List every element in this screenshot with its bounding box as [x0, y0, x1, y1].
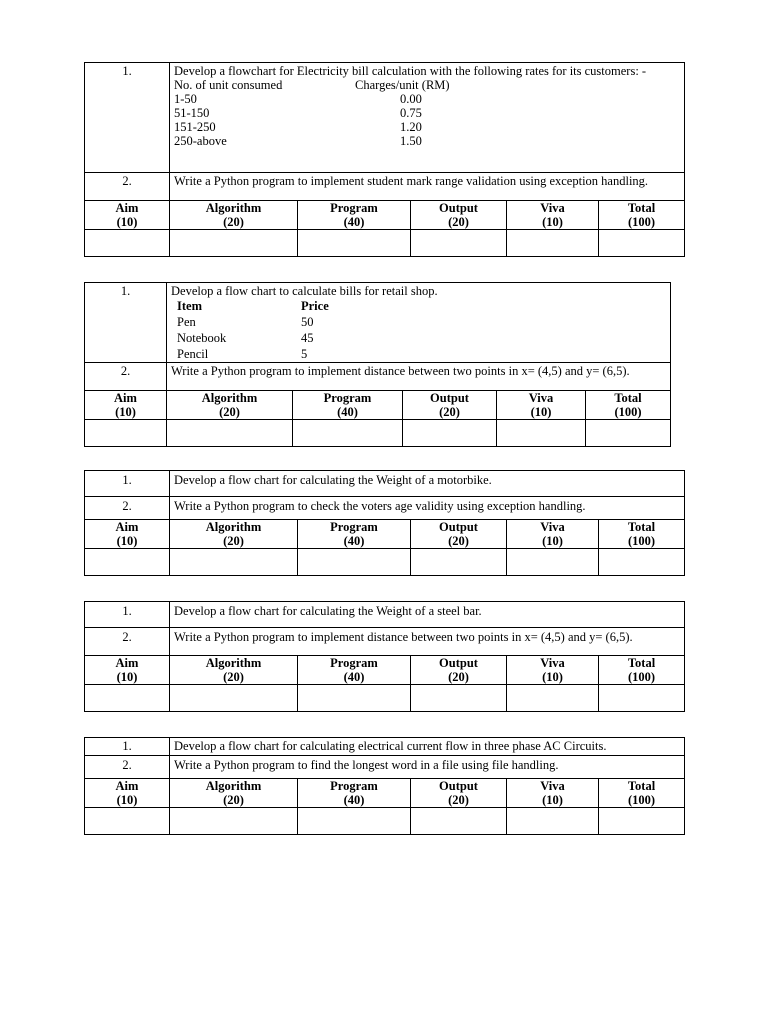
score-cell-program[interactable] — [298, 808, 411, 835]
score-cell-total[interactable] — [599, 549, 685, 576]
score-cell-aim[interactable] — [85, 420, 167, 447]
score-cell-output[interactable] — [403, 420, 497, 447]
question-number: 1. — [85, 602, 170, 628]
rates-header-charge: Charges/unit (RM) — [355, 78, 450, 92]
question-set-1 — [84, 62, 684, 257]
question-number: 1. — [85, 738, 170, 756]
score-header-aim: Aim (10) — [85, 201, 170, 230]
question-text: Write a Python program to check the voters age validity using exception handling. — [170, 497, 685, 520]
score-header-total: Total (100) — [599, 201, 685, 230]
score-cell-program[interactable] — [293, 420, 403, 447]
rates-header-units: No. of unit consumed — [174, 78, 283, 92]
score-cell-viva[interactable] — [507, 230, 599, 257]
score-header-output: Output (20) — [403, 391, 497, 420]
rates-value: 0.75 — [400, 106, 422, 120]
question-set-5 — [84, 737, 684, 835]
score-cell-algorithm[interactable] — [170, 685, 298, 712]
score-cell-viva[interactable] — [507, 685, 599, 712]
question-table — [84, 737, 685, 835]
score-cell-viva[interactable] — [507, 549, 599, 576]
score-cell-algorithm[interactable] — [170, 549, 298, 576]
score-header-algorithm: Algorithm (20) — [170, 520, 298, 549]
question-text: Write a Python program to find the longest word in a file using file handling. — [170, 756, 685, 779]
question-number: 2. — [85, 173, 170, 201]
score-header-algorithm: Algorithm (20) — [170, 779, 298, 808]
score-cell-algorithm[interactable] — [170, 808, 298, 835]
score-cell-aim[interactable] — [85, 549, 170, 576]
question-text: Develop a flow chart for calculating the Weight of a steel bar. — [170, 602, 685, 628]
question-set-4 — [84, 601, 684, 712]
score-header-program: Program (40) — [298, 656, 411, 685]
item-name: Pencil — [177, 347, 209, 361]
question-text: Develop a flow chart for calculating electrical current flow in three phase AC Circuits. — [170, 738, 685, 756]
question-number: 2. — [85, 756, 170, 779]
question-text: Develop a flow chart for calculating the Weight of a motorbike. — [170, 471, 685, 497]
score-cell-output[interactable] — [411, 808, 507, 835]
score-header-program: Program (40) — [298, 201, 411, 230]
score-header-viva: Viva (10) — [507, 201, 599, 230]
score-header-total: Total (100) — [599, 779, 685, 808]
score-header-viva: Viva (10) — [507, 520, 599, 549]
items-table — [171, 298, 664, 362]
score-header-total: Total (100) — [599, 656, 685, 685]
score-cell-total[interactable] — [599, 685, 685, 712]
item-price: 5 — [301, 347, 308, 361]
score-cell-output[interactable] — [411, 685, 507, 712]
score-header-aim: Aim (10) — [85, 520, 170, 549]
score-header-program: Program (40) — [298, 779, 411, 808]
score-cell-viva[interactable] — [497, 420, 586, 447]
rates-range: 151-250 — [174, 120, 216, 134]
question-text: Write a Python program to implement distance between two points in x= (4,5) and y= (6,5). — [167, 363, 671, 391]
score-cell-viva[interactable] — [507, 808, 599, 835]
rates-range: 1-50 — [174, 92, 197, 106]
question-table — [84, 470, 685, 576]
question-number: 1. — [85, 283, 167, 363]
question-cell — [170, 63, 685, 173]
score-cell-aim[interactable] — [85, 808, 170, 835]
score-header-total: Total (100) — [599, 520, 685, 549]
score-header-output: Output (20) — [411, 656, 507, 685]
score-header-output: Output (20) — [411, 201, 507, 230]
rates-value: 1.50 — [400, 134, 422, 148]
question-set-3 — [84, 470, 684, 576]
score-header-viva: Viva (10) — [497, 391, 586, 420]
item-price: 50 — [301, 315, 314, 329]
question-number: 1. — [85, 63, 170, 173]
question-text: Write a Python program to implement distance between two points in x= (4,5) and y= (6,5). — [170, 628, 685, 656]
question-text: Write a Python program to implement student mark range validation using exception handling. — [170, 173, 685, 201]
question-table — [84, 601, 685, 712]
rates-value: 0.00 — [400, 92, 422, 106]
score-cell-output[interactable] — [411, 549, 507, 576]
score-cell-program[interactable] — [298, 685, 411, 712]
score-cell-aim[interactable] — [85, 230, 170, 257]
score-header-algorithm: Algorithm (20) — [170, 656, 298, 685]
score-header-output: Output (20) — [411, 779, 507, 808]
rates-range: 51-150 — [174, 106, 210, 120]
score-header-algorithm: Algorithm (20) — [170, 201, 298, 230]
score-header-viva: Viva (10) — [507, 779, 599, 808]
score-header-algorithm: Algorithm (20) — [167, 391, 293, 420]
question-text: Develop a flow chart to calculate bills for retail shop. — [171, 284, 438, 298]
score-cell-algorithm[interactable] — [167, 420, 293, 447]
items-header-item: Item — [177, 299, 202, 313]
question-cell — [167, 283, 671, 363]
question-table — [84, 282, 671, 447]
score-header-aim: Aim (10) — [85, 391, 167, 420]
score-header-program: Program (40) — [293, 391, 403, 420]
question-set-2 — [84, 282, 670, 447]
score-cell-total[interactable] — [599, 808, 685, 835]
question-number: 2. — [85, 497, 170, 520]
score-header-program: Program (40) — [298, 520, 411, 549]
item-price: 45 — [301, 331, 314, 345]
question-number: 1. — [85, 471, 170, 497]
question-number: 2. — [85, 628, 170, 656]
score-cell-total[interactable] — [599, 230, 685, 257]
score-cell-program[interactable] — [298, 549, 411, 576]
item-name: Pen — [177, 315, 196, 329]
score-cell-algorithm[interactable] — [170, 230, 298, 257]
score-header-aim: Aim (10) — [85, 779, 170, 808]
question-table — [84, 62, 685, 257]
score-header-total: Total (100) — [586, 391, 671, 420]
score-cell-total[interactable] — [586, 420, 671, 447]
score-cell-output[interactable] — [411, 230, 507, 257]
item-name: Notebook — [177, 331, 227, 345]
score-header-output: Output (20) — [411, 520, 507, 549]
rates-range: 250-above — [174, 134, 227, 148]
score-cell-aim[interactable] — [85, 685, 170, 712]
question-number: 2. — [85, 363, 167, 391]
question-text: Develop a flowchart for Electricity bill calculation with the following rates for its customers: - — [174, 64, 647, 78]
score-cell-program[interactable] — [298, 230, 411, 257]
score-header-viva: Viva (10) — [507, 656, 599, 685]
rates-value: 1.20 — [400, 120, 422, 134]
items-header-price: Price — [301, 299, 329, 313]
rates-table — [174, 78, 678, 148]
score-header-aim: Aim (10) — [85, 656, 170, 685]
